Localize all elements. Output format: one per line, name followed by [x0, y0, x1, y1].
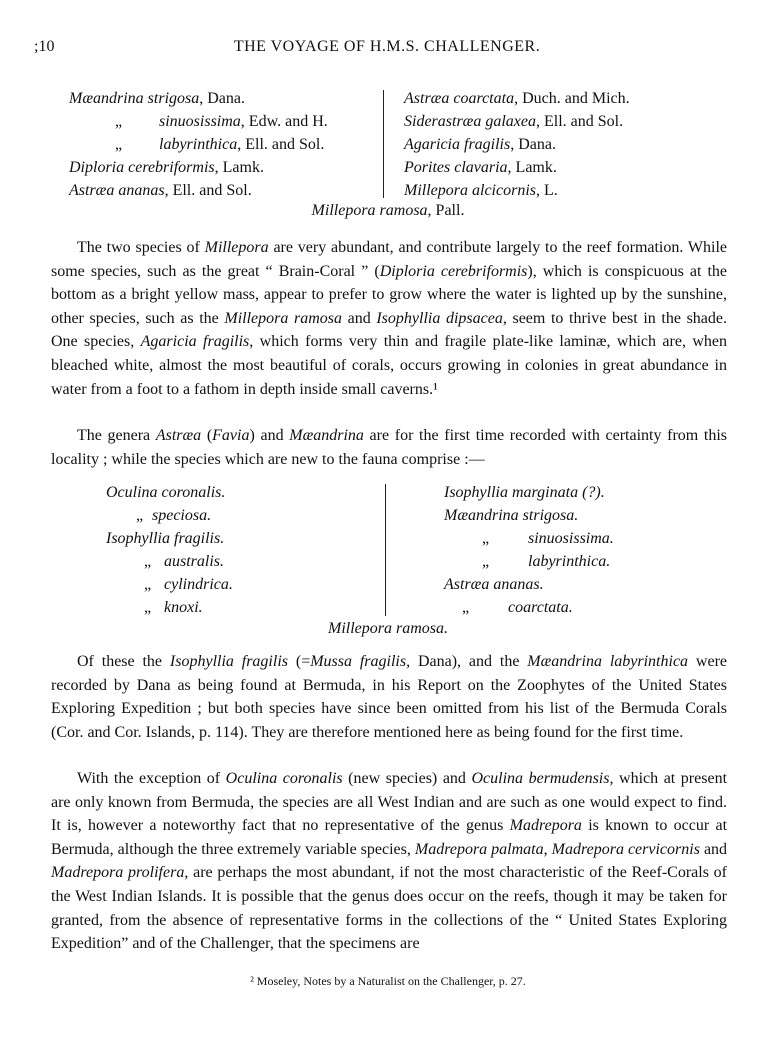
list-item: Mæandrina strigosa, Dana.	[69, 90, 246, 107]
list-item: Oculina coronalis.	[106, 484, 226, 501]
running-header	[34, 38, 740, 62]
text-run: Of these the	[77, 653, 170, 670]
running-title: THE VOYAGE OF H.M.S. CHALLENGER.	[233, 38, 541, 55]
text-run: (new species) and	[342, 770, 472, 787]
paragraph-1	[51, 236, 727, 401]
list-item: Astræa ananas, Ell. and Sol.	[69, 182, 252, 199]
italic-run: Madrepora	[509, 817, 582, 835]
text-run: With the exception of	[77, 770, 226, 787]
italic-run: Diploria cerebriformis	[379, 262, 528, 280]
italic-run: Oculina coronalis	[225, 770, 343, 787]
text-run: is known to occur at Bermuda, although the three extremely variable species,	[51, 817, 728, 858]
column-divider	[385, 484, 386, 616]
paragraph-3	[51, 650, 727, 744]
text-run: The two species of	[77, 239, 205, 256]
italic-run: Oculina bermudensis	[471, 770, 610, 787]
list-item: „ knoxi.	[144, 599, 203, 616]
list-item: Porites clavaria, Lamk.	[404, 159, 557, 176]
list-item: Millepora alcicornis, L.	[404, 182, 558, 199]
italic-run: Madrepora prolifera	[51, 864, 185, 882]
text-run: ,	[543, 840, 552, 858]
list-item: Isophyllia marginata (?).	[444, 484, 605, 501]
text-run: , seem to thrive best in the shade. One species,	[51, 309, 728, 351]
list-item: „ coarctata.	[462, 599, 573, 616]
page-number: ;10	[34, 38, 55, 55]
text-run: , Dana), and the	[406, 653, 528, 670]
italic-run: Mæandrina	[289, 427, 364, 444]
species-list-1-left	[69, 87, 328, 202]
italic-run: Millepora	[204, 239, 269, 256]
list-item: Agaricia fragilis, Dana.	[404, 136, 556, 153]
list-item: „ cylindrica.	[144, 576, 233, 593]
italic-run: Madrepora cervicornis	[551, 840, 700, 858]
text-run: and	[342, 309, 377, 327]
text-run: and	[699, 840, 728, 858]
paragraph-4	[51, 767, 727, 956]
list-item: „ labyrinthica, Ell. and Sol.	[115, 136, 325, 153]
list-item: Siderastræa galaxea, Ell. and Sol.	[404, 113, 624, 130]
italic-run: Isophyllia fragilis	[169, 653, 288, 670]
list-item: Diploria cerebriformis, Lamk.	[69, 159, 264, 176]
list-item: „ australis.	[144, 553, 225, 570]
column-divider	[383, 90, 384, 198]
text-run: (	[201, 427, 213, 444]
species-list-2-left	[106, 481, 233, 619]
text-run: , which forms very thin and fragile plate-like laminæ, which are, when bleached white, almost the most beautiful of corals, occurs growing in colonies in great abundance in water from a foot to a fathom in depth inside small caverns.¹	[51, 333, 728, 398]
text-run: ), which is conspicuous at the bottom as a bright yellow mass, appear to prefer to grow where the water is lighted up by the sunshine, other species, such as the	[51, 262, 728, 327]
paragraph-2	[51, 424, 727, 471]
list-item: Astræa coarctata, Duch. and Mich.	[404, 90, 630, 107]
text-run: were recorded by Dana as being found at Bermuda, in his Report on the Zoophytes of the United States Exploring Expedition ; but both species have since been omitted from his list of the Bermuda Corals (Cor. and Cor. Islands, p. 114). They are therefore mentioned here as being found for the first time.	[51, 653, 727, 741]
italic-run: Mæandrina labyrinthica	[527, 653, 689, 670]
italic-run: Isophyllia dipsacea	[376, 309, 503, 327]
list-item: Astræa ananas.	[444, 576, 544, 593]
list-item: „ speciosa.	[136, 507, 212, 524]
footnote: ² Moseley, Notes by a Naturalist on the Challenger, p. 27.	[250, 974, 526, 988]
list-item: „ sinuosissima.	[482, 530, 614, 547]
species-list-2-bottom: Millepora ramosa.	[328, 620, 448, 637]
italic-run: Astræa	[155, 427, 202, 444]
text-run: (=	[288, 653, 311, 670]
list-item: „ labyrinthica.	[482, 553, 611, 570]
list-item: „ sinuosissima, Edw. and H.	[115, 113, 328, 130]
list-item: Mæandrina strigosa.	[444, 507, 579, 524]
text-run: The genera	[77, 427, 156, 444]
text-run: are for the first time recorded with certainty from this locality ; while the species which are new to the fauna comprise :—	[51, 427, 727, 468]
text-run: are very abundant, and contribute largely to the reef formation. While some species, such as the great “ Brain-Coral ” (	[51, 239, 727, 280]
italic-run: Favia	[212, 427, 250, 444]
species-list-2-right	[444, 481, 614, 619]
italic-run: Madrepora palmata	[414, 840, 544, 858]
italic-run: Millepora ramosa	[224, 309, 342, 327]
text-run: ) and	[249, 427, 290, 444]
italic-run: Agaricia fragilis	[140, 333, 250, 351]
text-run: , which at present are only known from Bermuda, the species are all West Indian and are such as one would expect to find. It is, however a noteworthy fact that no representative of the genus	[51, 770, 728, 835]
species-list-1-bottom: Millepora ramosa, Pall.	[311, 202, 465, 219]
list-item: Isophyllia fragilis.	[106, 530, 225, 547]
species-list-1-right	[404, 87, 630, 202]
italic-run: Mussa fragilis	[310, 653, 407, 670]
text-run: , are perhaps the most abundant, if not the most characteristic of the Reef-Corals of the West Indian Islands. It is possible that the genus does occur on the reefs, though it may be taken for granted, from the absence of representative forms in the collections of the “ United States Exploring Expedition” and of the Challenger, that the specimens are	[51, 864, 728, 953]
